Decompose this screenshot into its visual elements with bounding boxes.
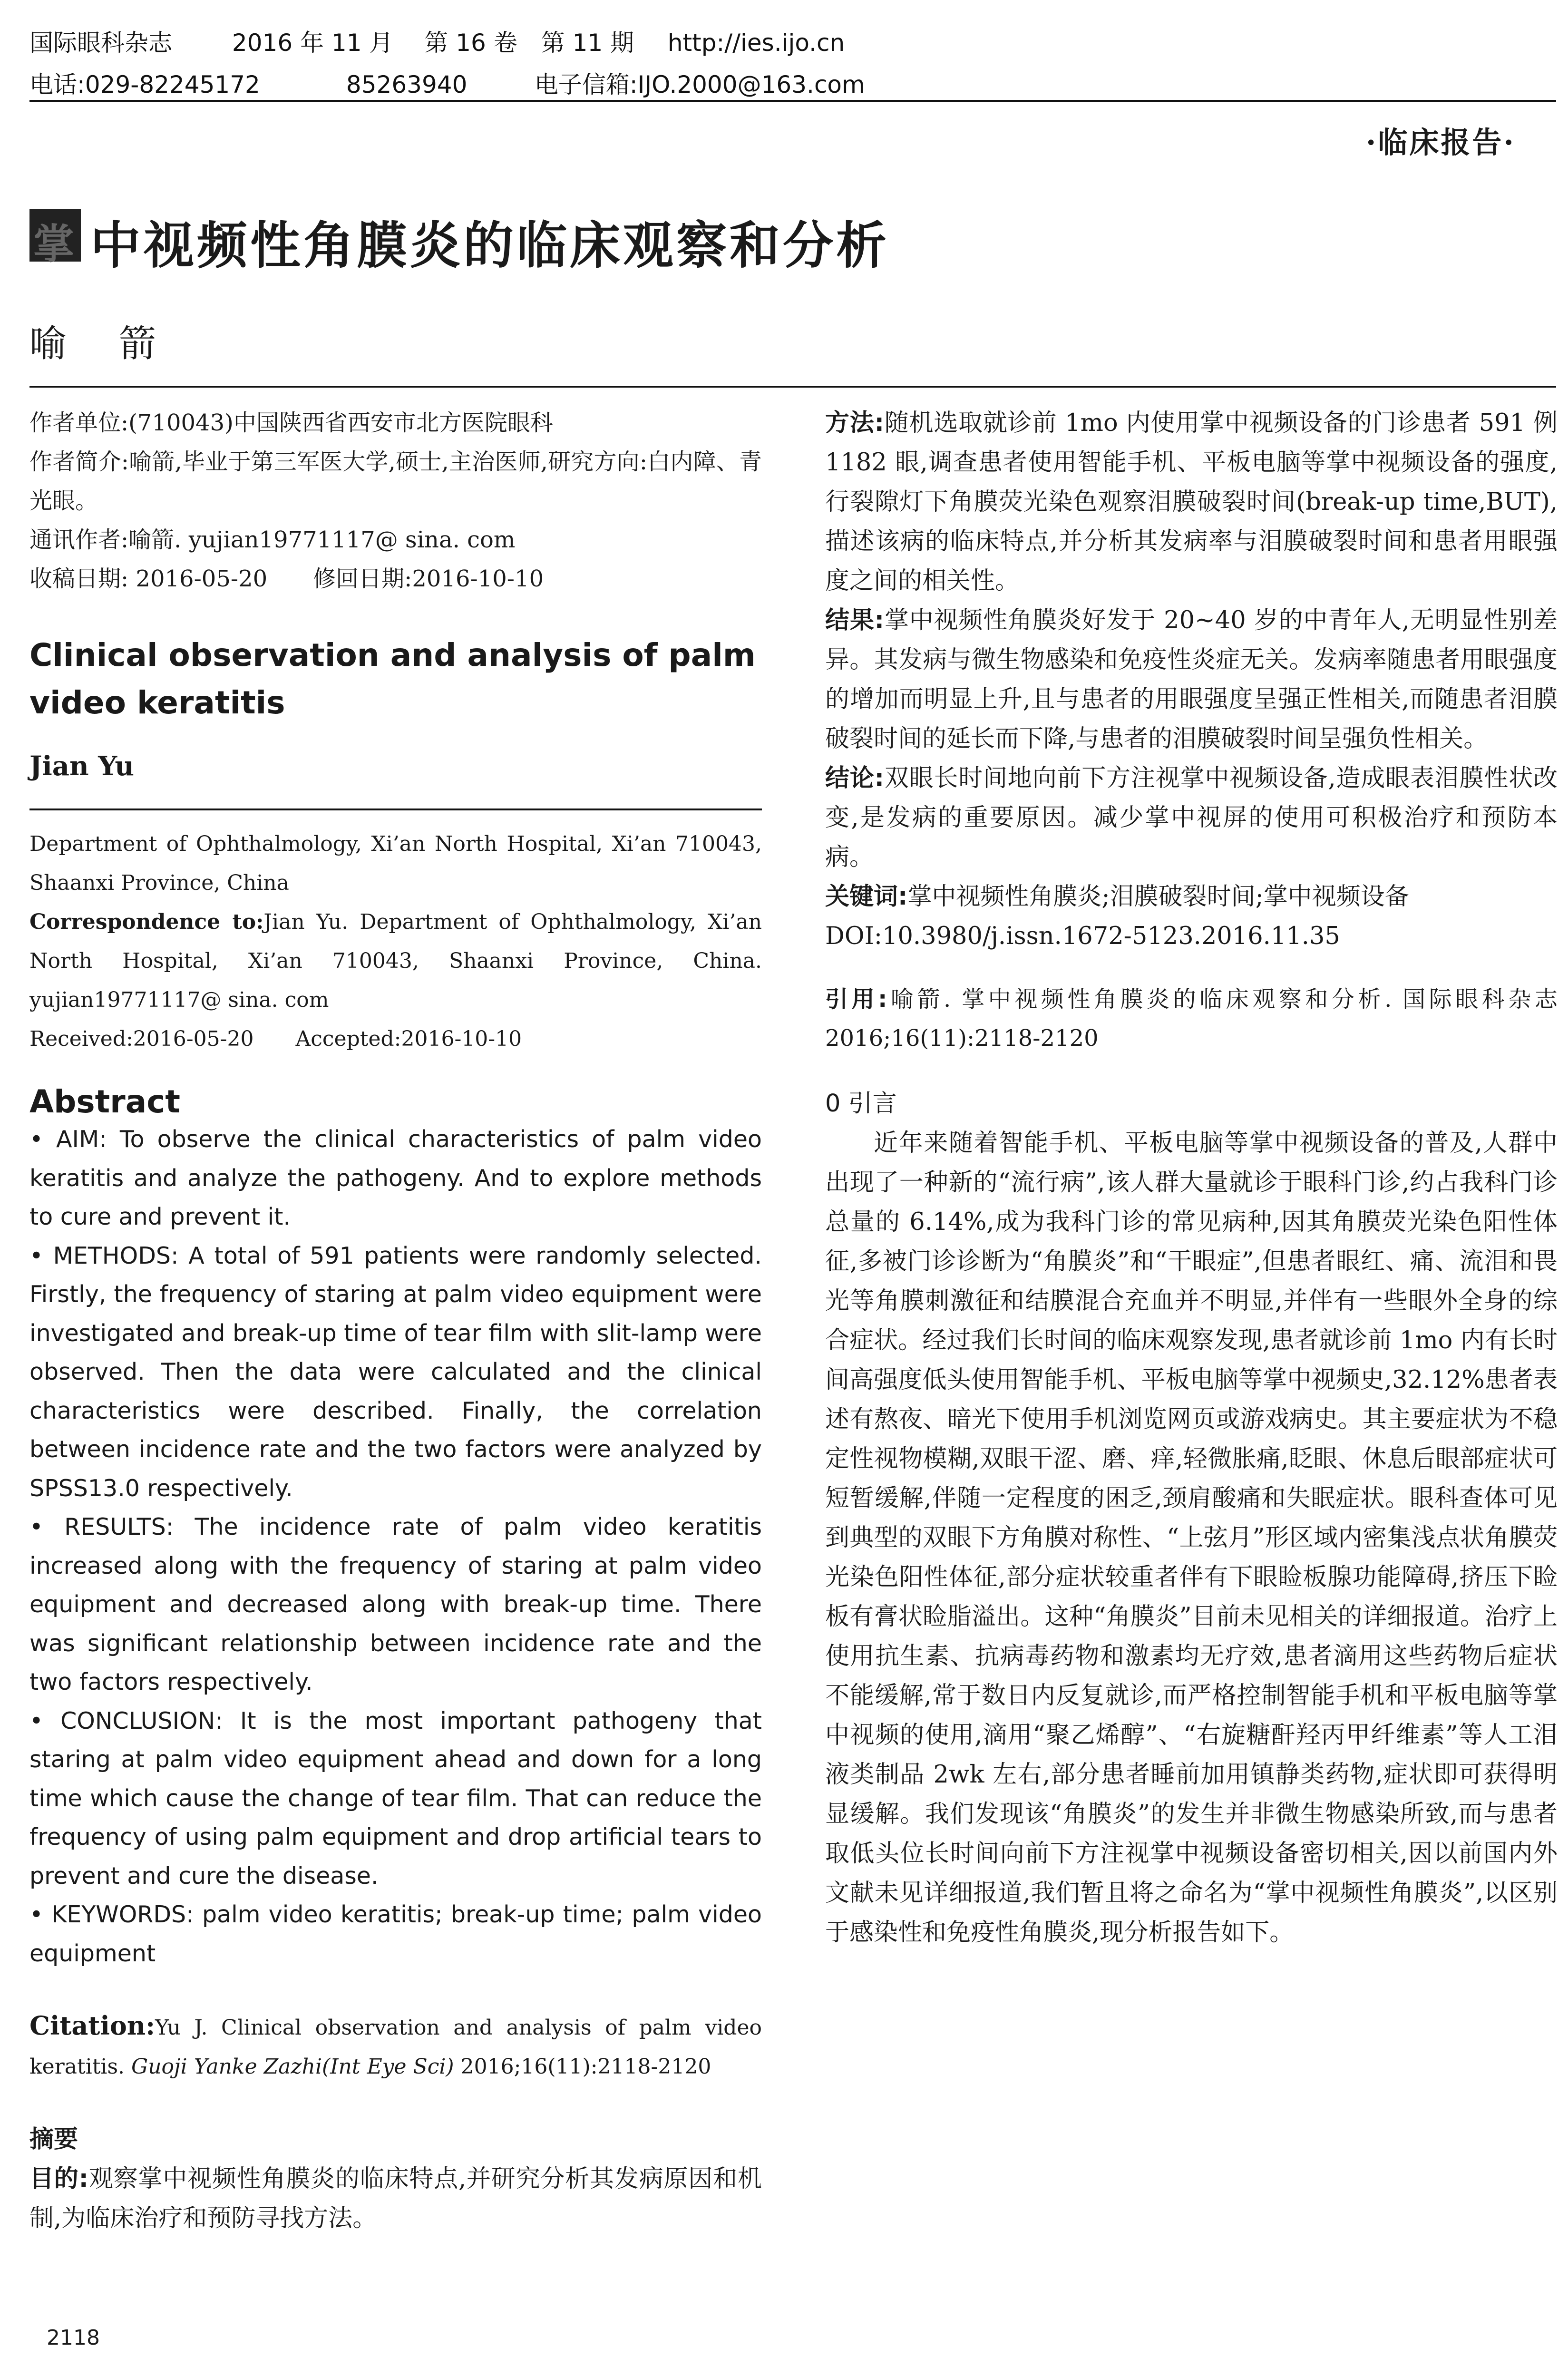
cn-objective-text: 观察掌中视频性角膜炎的临床特点,并研究分析其发病原因和机制,为临床治疗和预防寻找方法。 — [29, 2165, 762, 2232]
journal-header-line2 — [29, 66, 865, 100]
citation-text: Yu J. Clinical observation and analysis of palm video keratitis. — [29, 2016, 762, 2079]
doi[interactable]: DOI:10.3980/j.issn.1672-5123.2016.11.35 — [825, 922, 1340, 950]
title-first-char: 掌 — [33, 220, 74, 268]
cite-cn-text: 喻箭. 掌中视频性角膜炎的临床观察和分析. 国际眼科杂志 2016;16(11):2118-2120 — [825, 986, 1558, 1052]
cite-cn-label: 引用: — [825, 986, 887, 1013]
received-dates-cn: 收稿日期: 2016-05-20 修回日期:2016-10-10 — [29, 565, 544, 592]
cn-keywords — [825, 877, 1558, 916]
title-rule — [29, 386, 1556, 388]
right-column — [825, 403, 1558, 1952]
journal-phone2: 85263940 — [346, 71, 467, 98]
cn-keywords-label: 关键词: — [825, 883, 908, 911]
citation — [29, 2006, 762, 2086]
intro-heading: 0 引言 — [825, 1090, 897, 1118]
journal-email[interactable]: 电子信箱:IJO.2000@163.com — [534, 71, 865, 98]
journal-header-line1 — [29, 24, 845, 58]
section-tag: ·临床报告· — [1365, 125, 1516, 160]
left-column — [29, 403, 762, 2238]
issue-info: 2016 年 11 月 第 16 卷 第 11 期 — [232, 29, 634, 57]
corresponding-author: 通讯作者:喻箭. yujian19771117@ sina. com — [29, 526, 516, 553]
header-rule — [29, 100, 1556, 102]
cn-methods-label: 方法: — [825, 409, 884, 437]
cn-results — [825, 601, 1558, 759]
english-department: Department of Ophthalmology, Xi’an North Hospital, Xi’an 710043, Shaanxi Province, China — [29, 832, 762, 895]
cn-results-text: 掌中视频性角膜炎好发于 20~40 岁的中青年人,无明显性别差异。其发病与微生物感染和免疫性炎症无关。发病率随患者用眼强度的增加而明显上升,且与患者的用眼强度呈强正性相关,而随患者泪膜破裂时间的延长而下降,与患者的泪膜破裂时间呈强负性相关。 — [825, 606, 1558, 753]
cn-conclusion-text: 双眼长时间地向前下方注视掌中视频设备,造成眼表泪膜性状改变,是发病的重要原因。减少掌中视屏的使用可积极治疗和预防本病。 — [825, 764, 1558, 871]
page-number: 2118 — [47, 2326, 100, 2350]
cite-cn — [825, 980, 1558, 1058]
correspondence-text: Jian Yu. Department of Ophthalmology, Xi’an North Hospital, Xi’an 710043, Shaanxi Province, China. yujian19771117@ sina. com — [29, 910, 762, 1012]
journal-phone: 电话:029-82245172 — [29, 71, 260, 98]
citation-rest: 2016;16(11):2118-2120 — [460, 2055, 711, 2079]
cn-conclusion — [825, 759, 1558, 877]
abstract-aim: • AIM: To observe the clinical characteristics of palm video keratitis and analyze the pathogeny. And to explore methods to cure and prevent it. — [29, 1126, 762, 1230]
english-author: Jian Yu — [29, 750, 135, 782]
cn-objective — [29, 2159, 762, 2238]
citation-label: Citation: — [29, 2010, 156, 2041]
author-affiliation: 作者单位:(710043)中国陕西省西安市北方医院眼科 — [29, 409, 553, 436]
journal-website[interactable]: http://ies.ijo.cn — [667, 29, 845, 57]
abstract-heading: Abstract — [29, 1083, 180, 1120]
abstract-methods: • METHODS: A total of 591 patients were randomly selected. Firstly, the frequency of staring at palm video equipment were investigated and break-up time of tear film with slit-lamp were observed. Then the data were calculated and the clinical characteristics were described. Finally, the correlation between incidence rate and the two factors were analyzed by SPSS13.0 respectively. — [29, 1242, 762, 1502]
cn-methods-text: 随机选取就诊前 1mo 内使用掌中视频设备的门诊患者 591 例 1182 眼,调查患者使用智能手机、平板电脑等掌中视频设备的强度,行裂隙灯下角膜荧光染色观察泪膜破裂时间(break-up time,BUT),描述该病的临床特点,并分析其发病率与泪膜破裂时间和患者用眼强度之间的相关性。 — [825, 409, 1558, 595]
author-bio: 作者简介:喻箭,毕业于第三军医大学,硕士,主治医师,研究方向:白内障、青光眼。 — [29, 448, 762, 514]
english-correspondence — [29, 903, 762, 1020]
english-title: Clinical observation and analysis of palm video keratitis — [29, 637, 756, 721]
citation-journal: Guoji Yanke Zazhi(Int Eye Sci) — [131, 2055, 454, 2079]
cn-methods — [825, 403, 1558, 601]
cn-keywords-text: 掌中视频性角膜炎;泪膜破裂时间;掌中视频设备 — [907, 883, 1409, 911]
author-name-cn: 喻箭 — [29, 322, 209, 365]
abstract-results: • RESULTS: The incidence rate of palm video keratitis increased along with the frequency of staring at palm video equipment and decreased along with break-up time. There was significant relationship between incidence rate and the two factors respectively. — [29, 1513, 762, 1695]
english-dates: Received:2016-05-20 Accepted:2016-10-10 — [29, 1027, 522, 1051]
journal-name: 国际眼科杂志 — [29, 29, 172, 57]
intro-paragraph: 近年来随着智能手机、平板电脑等掌中视频设备的普及,人群中出现了一种新的“流行病”,该人群大量就诊于眼科门诊,约占我科门诊总量的 6.14%,成为我科门诊的常见病种,因其角膜荧光染色阳性体征,多被门诊诊断为“角膜炎”和“干眼症”,但患者眼红、痛、流泪和畏光等角膜刺激征和结膜混合充血并不明显,并伴有一些眼外全身的综合症状。经过我们长时间的临床观察发现,患者就诊前 1mo 内有长时间高强度低头使用智能手机、平板电脑等掌中视频史,32.12%患者表述有熬夜、暗光下使用手机浏览网页或游戏病史。其主要症状为不稳定性视物模糊,双眼干涩、磨、痒,轻微胀痛,眨眼、休息后眼部症状可短暂缓解,伴随一定程度的困乏,颈肩酸痛和失眠症状。眼科查体可见到典型的双眼下方角膜对称性、“上弦月”形区域内密集浅点状角膜荧光染色阳性体征,部分症状较重者伴有下眼睑板腺功能障碍,挤压下睑板有膏状睑脂溢出。这种“角膜炎”目前未见相关的详细报道。治疗上使用抗生素、抗病毒药物和激素均无疗效,患者滴用这些药物后症状不能缓解,常于数日内反复就诊,而严格控制智能手机和平板电脑等掌中视频的使用,滴用“聚乙烯醇”、“右旋糖酐羟丙甲纤维素”等人工泪液类制品 2wk 左右,部分患者睡前加用镇静类药物,症状即可获得明显缓解。我们发现该“角膜炎”的发生并非微生物感染所致,而与患者取低头位长时间向前下方注视掌中视频设备密切相关,因以前国内外文献未见详细报道,我们暂且将之命名为“掌中视频性角膜炎”,以区别于感染性和免疫性角膜炎,现分析报告如下。 — [825, 1129, 1558, 1947]
cn-abstract-heading: 摘要 — [29, 2125, 78, 2153]
cn-objective-label: 目的: — [29, 2165, 89, 2193]
page-title: 中视频性角膜炎的临床观察和分析 — [90, 216, 889, 275]
correspondence-label: Correspondence to: — [29, 910, 264, 934]
abstract-keywords: • KEYWORDS: palm video keratitis; break-up time; palm video equipment — [29, 1901, 762, 1967]
cn-results-label: 结果: — [825, 606, 885, 634]
abstract-conclusion: • CONCLUSION: It is the most important pathogeny that staring at palm video equipment ahead and down for a long time which cause the change of tear film. That can reduce the frequency of using palm equipment and drop artificial tears to prevent and cure the disease. — [29, 1707, 762, 1890]
cn-conclusion-label: 结论: — [825, 764, 885, 792]
title-highlight-box — [29, 209, 81, 268]
